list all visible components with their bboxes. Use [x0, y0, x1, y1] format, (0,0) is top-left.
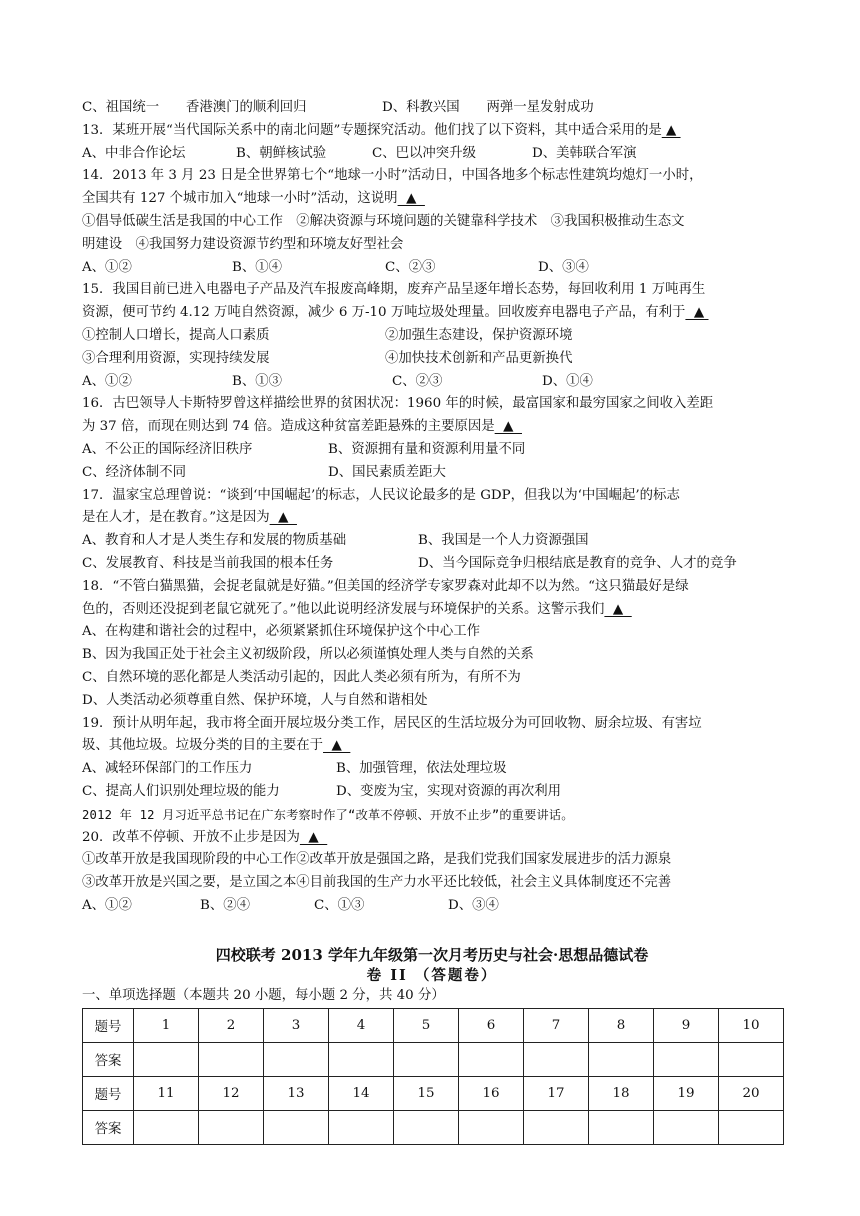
row-label-number: 题号 — [83, 1008, 134, 1042]
q16-text: 为 37 倍，而现在则达到 74 倍。造成这种贫富差距悬殊的主要原因是 — [82, 419, 495, 435]
question-number: 2 — [199, 1008, 264, 1042]
q19-stem-2 — [82, 735, 782, 758]
q20-option-b: B、②④ — [200, 897, 251, 913]
q20-text: 20．改革不停顿、开放不止步是因为 — [82, 829, 300, 845]
question-number: 1 — [134, 1008, 199, 1042]
q20-answer-blank[interactable]: ▲ — [299, 829, 328, 845]
q20-stem — [82, 827, 782, 850]
q13-answer-blank[interactable]: ▲ — [661, 122, 681, 138]
question-number: 20 — [719, 1076, 784, 1110]
answer-cell-1[interactable] — [134, 1042, 199, 1076]
question-number: 5 — [394, 1008, 459, 1042]
section-heading: 一、单项选择题（本题共 20 小题，每小题 2 分，共 40 分） — [82, 987, 445, 1003]
question-number: 16 — [459, 1076, 524, 1110]
q17-option-d: D、当今国际竞争归根结底是教育的竞争、人才的竞争 — [418, 555, 737, 571]
answer-cell-5[interactable] — [394, 1042, 459, 1076]
answer-cell-8[interactable] — [589, 1042, 654, 1076]
q18-option-a: A、在构建和谐社会的过程中，必须紧紧抓住环境保护这个中心工作 — [82, 624, 480, 640]
q16-options-2 — [82, 462, 782, 485]
q19-options-1 — [82, 758, 782, 781]
q13-options — [82, 143, 782, 166]
q19-answer-blank[interactable]: ▲ — [323, 738, 351, 754]
question-number: 9 — [654, 1008, 719, 1042]
question-number: 14 — [329, 1076, 394, 1110]
answer-cell-3[interactable] — [264, 1042, 329, 1076]
exam-page — [82, 97, 782, 1145]
q19-option-a: A、减轻环保部门的工作压力 — [82, 761, 253, 777]
question-number: 15 — [394, 1076, 459, 1110]
question-number: 13 — [264, 1076, 329, 1110]
q14-stem-1: 14．2013 年 3 月 23 日是全世界第七个“地球一小时”活动日，中国各地多个标志性建筑均熄灯一小时， — [82, 168, 703, 184]
q15-option-a: A、①② — [82, 373, 132, 389]
answer-cell-2[interactable] — [199, 1042, 264, 1076]
q19-text: 圾、其他垃圾。垃圾分类的目的主要在于 — [82, 738, 324, 754]
answer-row — [83, 1042, 784, 1076]
answer-cell-12[interactable] — [199, 1110, 264, 1144]
q20-context-note: 2012 年 12 月习近平总书记在广东考察时作了“改革不停顿、开放不止步”的重要讲话。 — [82, 807, 574, 822]
answer-cell-11[interactable] — [134, 1110, 199, 1144]
q16-stem-2 — [82, 416, 782, 439]
question-number: 3 — [264, 1008, 329, 1042]
q12-option-c: C、祖国统一 香港澳门的顺利回归 — [82, 100, 307, 115]
question-number: 17 — [524, 1076, 589, 1110]
row-label-number: 题号 — [83, 1076, 134, 1110]
answer-sheet-subtitle: 卷 II （答题卷） — [366, 966, 498, 984]
question-number-row — [83, 1008, 784, 1042]
q14-option-a: A、①② — [82, 259, 132, 275]
answer-sheet-title: 四校联考 2013 学年九年级第一次月考历史与社会·思想品德试卷 — [215, 945, 649, 964]
q14-statements-2: 明建设 ④我国努力建设资源节约型和环境友好型社会 — [82, 236, 404, 252]
question-number: 11 — [134, 1076, 199, 1110]
q18-stem-1: 18．“不管白猫黑猫，会捉老鼠就是好猫。”但美国的经济学专家罗森对此却不以为然。“这只猫最好是绿 — [82, 578, 689, 594]
question-number: 19 — [654, 1076, 719, 1110]
q12-options — [82, 97, 782, 120]
q17-options-1 — [82, 530, 782, 553]
answer-cell-20[interactable] — [719, 1110, 784, 1144]
q16-answer-blank[interactable]: ▲ — [494, 419, 522, 435]
answer-cell-16[interactable] — [459, 1110, 524, 1144]
q15-statement-1: ①控制人口增长，提高人口素质 — [82, 327, 270, 343]
q17-answer-blank[interactable]: ▲ — [269, 510, 297, 526]
answer-cell-10[interactable] — [719, 1042, 784, 1076]
q14-statements-1: ①倡导低碳生活是我国的中心工作 ②解决资源与环境问题的关键靠科学技术 ③我国积极推动生态文 — [82, 213, 685, 229]
q14-option-b: B、①④ — [232, 259, 283, 275]
q18-option-c: C、自然环境的恶化都是人类活动引起的，因此人类必须有所为，有所不为 — [82, 669, 521, 685]
q15-statements-2 — [82, 348, 782, 371]
q19-option-b: B、加强管理，依法处理垃圾 — [336, 761, 507, 777]
q16-option-c: C、经济体制不同 — [82, 464, 186, 480]
q15-option-d: D、①④ — [542, 373, 593, 389]
answer-row — [83, 1110, 784, 1144]
q20-option-c: C、①③ — [314, 897, 365, 913]
q20-option-d: D、③④ — [448, 897, 499, 913]
q16-stem-1: 16．古巴领导人卡斯特罗曾这样描绘世界的贫困状况：1960 年的时候，最富国家和最穷国家之间收入差距 — [82, 396, 714, 412]
q13-option-c: C、巴以冲突升级 — [372, 145, 476, 161]
q17-stem-1: 17．温家宝总理曾说：“谈到‘中国崛起’的标志，人民议论最多的是 GDP，但我以为‘中国崛起’的标志 — [82, 487, 680, 503]
q13-option-a: A、中非合作论坛 — [82, 145, 186, 161]
answer-cell-13[interactable] — [264, 1110, 329, 1144]
q17-option-b: B、我国是一个人力资源强国 — [418, 533, 589, 549]
q16-option-a: A、不公正的国际经济旧秩序 — [82, 441, 253, 457]
q15-statement-2: ②加强生态建设，保护资源环境 — [385, 327, 573, 343]
q18-text: 色的，否则还没捉到老鼠它就死了。”他以此说明经济发展与环境保护的关系。这警示我们 — [82, 601, 605, 617]
q18-answer-blank[interactable]: ▲ — [604, 601, 632, 617]
q19-stem-1: 19．预计从明年起，我市将全面开展垃圾分类工作，居民区的生活垃圾分为可回收物、厨余垃圾、有害垃 — [82, 715, 702, 731]
q15-statement-3: ③合理利用资源，实现持续发展 — [82, 350, 270, 366]
q15-answer-blank[interactable]: ▲ — [685, 305, 709, 321]
q16-option-b: B、资源拥有量和资源利用量不同 — [328, 441, 526, 457]
q15-option-c: C、②③ — [392, 373, 443, 389]
answer-cell-18[interactable] — [589, 1110, 654, 1144]
q19-options-2 — [82, 781, 782, 804]
q15-option-b: B、①③ — [232, 373, 283, 389]
q13-option-d: D、美韩联合军演 — [532, 145, 637, 161]
q20-options — [82, 895, 782, 918]
q15-statement-4: ④加快技术创新和产品更新换代 — [385, 350, 573, 366]
q20-option-a: A、①② — [82, 897, 132, 913]
question-number: 7 — [524, 1008, 589, 1042]
answer-cell-17[interactable] — [524, 1110, 589, 1144]
q14-option-c: C、②③ — [385, 259, 436, 275]
question-number: 18 — [589, 1076, 654, 1110]
q20-statements-2: ③改革开放是兴国之要，是立国之本④目前我国的生产力水平还比较低，社会主义具体制度还不完善 — [82, 875, 672, 891]
question-number: 12 — [199, 1076, 264, 1110]
answer-cell-7[interactable] — [524, 1042, 589, 1076]
q14-stem-2 — [82, 188, 782, 211]
answer-cell-6[interactable] — [459, 1042, 524, 1076]
question-number: 6 — [459, 1008, 524, 1042]
q12-option-d: D、科教兴国 两弹一星发射成功 — [382, 100, 594, 115]
q15-statements-1 — [82, 325, 782, 348]
answer-table — [82, 1008, 784, 1145]
q18-stem-2 — [82, 599, 782, 622]
q18-option-d: D、人类活动必须尊重自然、保护环境，人与自然和谐相处 — [82, 692, 428, 708]
question-number-row — [83, 1076, 784, 1110]
q18-option-b: B、因为我国正处于社会主义初级阶段，所以必须谨慎处理人类与自然的关系 — [82, 647, 534, 663]
q17-option-a: A、教育和人才是人类生存和发展的物质基础 — [82, 533, 347, 549]
q16-options-1 — [82, 439, 782, 462]
q13-stem — [82, 120, 782, 143]
answer-cell-15[interactable] — [394, 1110, 459, 1144]
q14-answer-blank[interactable]: ▲ — [397, 191, 425, 207]
q15-options — [82, 371, 782, 394]
q17-stem-2 — [82, 507, 782, 530]
q13-option-b: B、朝鲜核试验 — [236, 145, 327, 161]
row-label-answer: 答案 — [83, 1042, 134, 1076]
answer-cell-9[interactable] — [654, 1042, 719, 1076]
q17-text: 是在人才，是在教育。”这是因为 — [82, 510, 270, 526]
q20-statements-1: ①改革开放是我国现阶段的中心工作②改革开放是强国之路，是我们党我们国家发展进步的活力源泉 — [82, 852, 672, 868]
q14-option-d: D、③④ — [538, 259, 589, 275]
question-number: 8 — [589, 1008, 654, 1042]
q14-options — [82, 257, 782, 280]
q17-options-2 — [82, 553, 782, 576]
q17-option-c: C、发展教育、科技是当前我国的根本任务 — [82, 555, 334, 571]
answer-cell-14[interactable] — [329, 1110, 394, 1144]
q15-text: 资源，便可节约 4.12 万吨自然资源，减少 6 万-10 万吨垃圾处理量。回收废弃电器电子产品，有利于 — [82, 305, 686, 321]
q19-option-c: C、提高人们识别处理垃圾的能力 — [82, 783, 280, 799]
q19-option-d: D、变废为宝，实现对资源的再次利用 — [336, 783, 561, 799]
question-number: 10 — [719, 1008, 784, 1042]
q15-stem-2 — [82, 302, 782, 325]
q14-text: 全国共有 127 个城市加入“地球一小时”活动，这说明 — [82, 191, 398, 207]
q15-stem-1: 15．我国目前已进入电器电子产品及汽车报废高峰期，废弃产品呈逐年增长态势，每回收利用 1 万吨再生 — [82, 282, 706, 298]
row-label-answer: 答案 — [83, 1110, 134, 1144]
question-number: 4 — [329, 1008, 394, 1042]
q16-option-d: D、国民素质差距大 — [328, 464, 446, 480]
q13-text: 13．某班开展“当代国际关系中的南北问题”专题探究活动。他们找了以下资料，其中适合采用的是 — [82, 122, 662, 138]
answer-cell-4[interactable] — [329, 1042, 394, 1076]
answer-cell-19[interactable] — [654, 1110, 719, 1144]
